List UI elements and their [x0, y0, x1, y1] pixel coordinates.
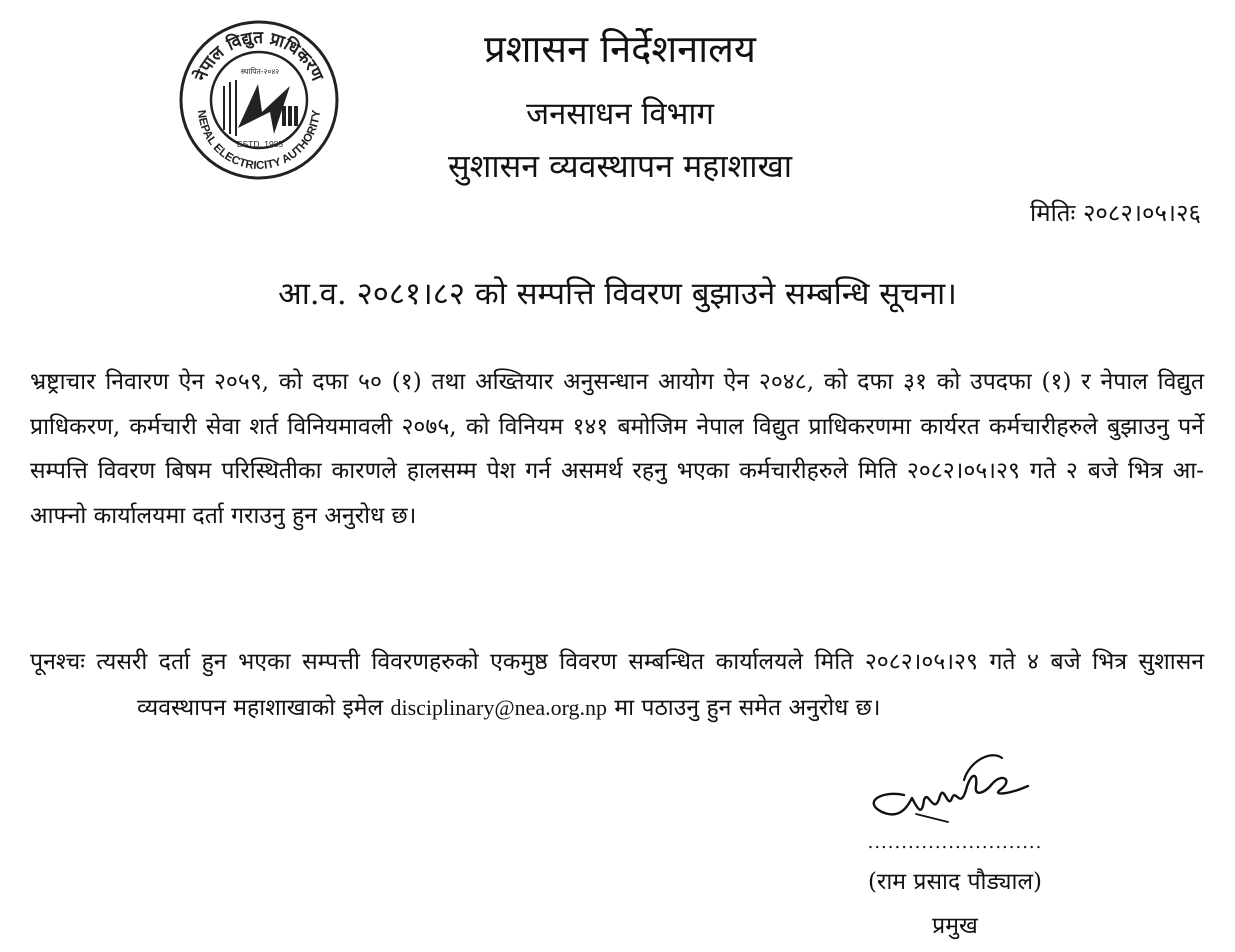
nea-seal-icon	[178, 16, 340, 184]
postscript-label: पूनश्चः	[30, 649, 85, 675]
division-title: सुशासन व्यवस्थापन महाशाखा	[447, 147, 793, 185]
email-address: disciplinary@nea.org.np	[390, 695, 608, 720]
notice-date: मितिः २०८२।०५।२६	[1030, 199, 1201, 227]
svg-text:स्थापित-२०४२: स्थापित-२०४२	[240, 67, 280, 76]
svg-text:NEPAL ELECTRICITY AUTHORITY: NEPAL ELECTRICITY AUTHORITY	[194, 109, 324, 173]
nea-logo	[178, 16, 340, 184]
svg-text:नेपाल विद्युत प्राधिकरण: नेपाल विद्युत प्राधिकरण	[190, 27, 328, 85]
directorate-title: प्रशासन निर्देशनालय	[484, 27, 756, 71]
department-title: जनसाधन विभाग	[526, 96, 714, 132]
notice-body: भ्रष्ट्राचार निवारण ऐन २०५९, को दफा ५० (१) तथा अख्तियार अनुसन्धान आयोग ऐन २०४८, को दफा ३१ को उपदफा (१) र नेपाल विद्युत प्राधिकरण, कर्मचारी सेवा शर्त विनियमावली २०७५, को विनियम १४१ बमोजिम नेपाल विद्युत प्राधिकरणमा कार्यरत कर्मचारीहरुले बुझाउनु पर्ने सम्पत्ति विवरण बिषम परिस्थितीका कारणले हालसम्म पेश गर्न असमर्थ रहनु भएका कर्मचारीहरुले मिति २०८२।०५।२९ गते २ बजे भित्र आ-आफ्नो कार्यालयमा दर्ता गराउनु हुन अनुरोध छ।	[30, 369, 1204, 529]
postscript	[30, 640, 1204, 731]
postscript-text: त्यसरी दर्ता हुन भएका सम्पत्ती विवरणहरुको एकमुष्ठ विवरण सम्बन्धित कार्यालयले मिति २०८२।०५।२९ गते ४ बजे भित्र सुशासन व्यवस्थापन महाशाखाको इमेल	[96, 649, 1205, 721]
postscript-text-end: मा पठाउनु हुन समेत अनुरोध छ।	[614, 695, 881, 721]
signature-line: ..........................	[867, 832, 1043, 853]
svg-text:ESTD. 1985: ESTD. 1985	[236, 139, 284, 149]
signer-title: प्रमुख	[932, 913, 978, 939]
notice-subject: आ.व. २०८१।८२ को सम्पत्ति विवरण बुझाउने सम्बन्धि सूचना।	[278, 276, 957, 312]
signer-name: (राम प्रसाद पौड्याल)	[867, 869, 1043, 895]
